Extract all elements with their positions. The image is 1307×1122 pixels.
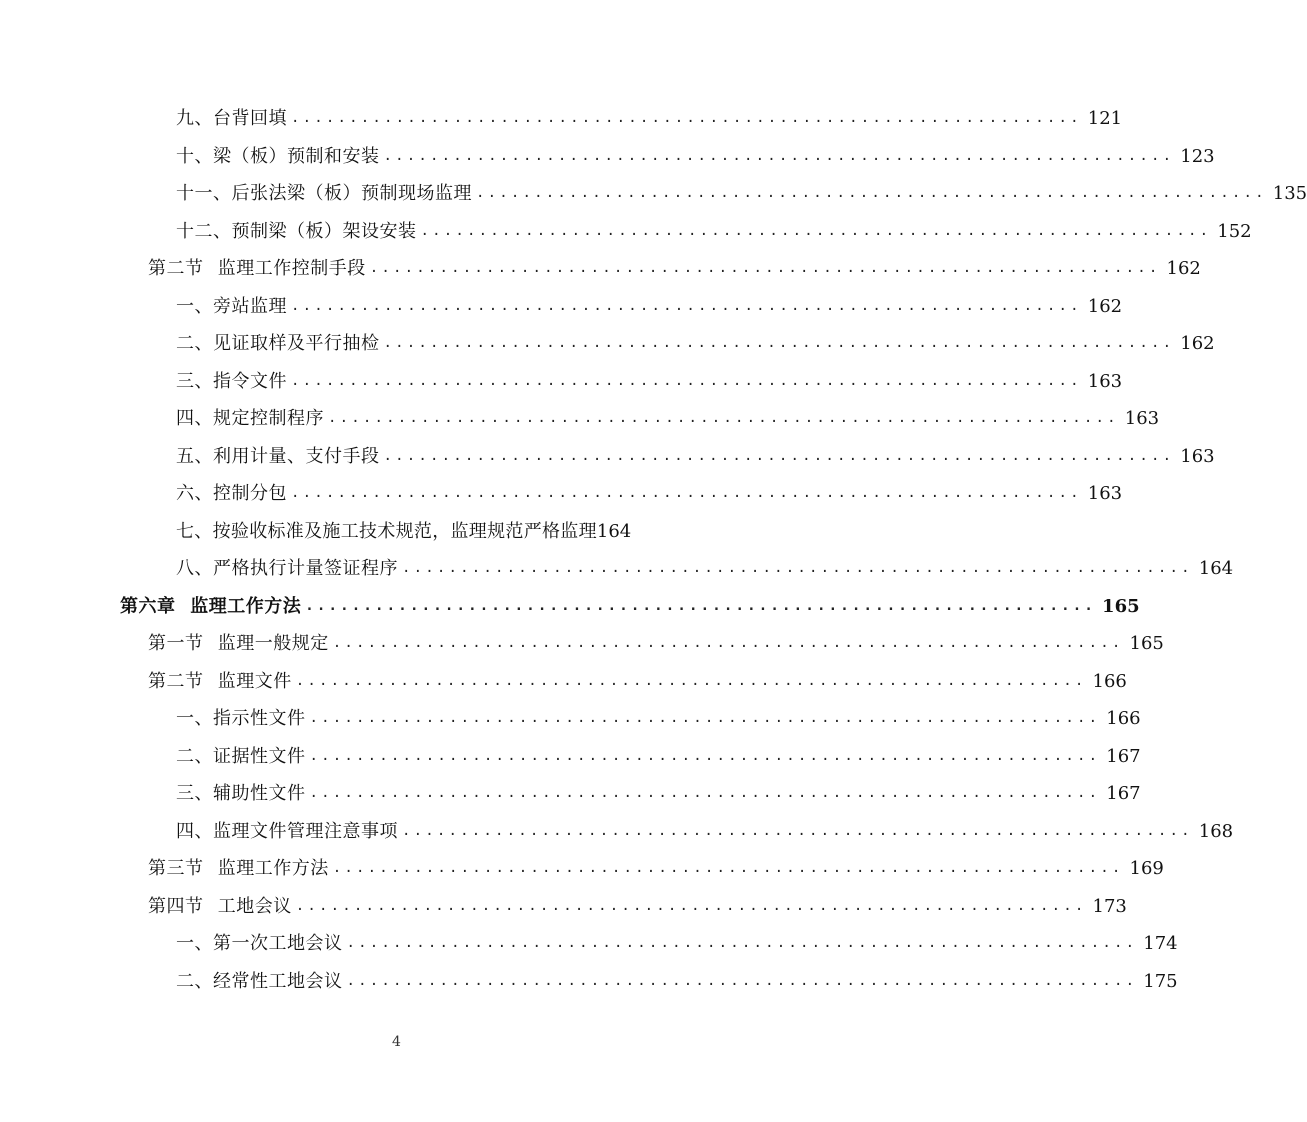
toc-entry[interactable] bbox=[0, 963, 1178, 1001]
toc-section-entry[interactable] bbox=[0, 250, 1201, 288]
toc-entry-label: 二、见证取样及平行抽检 bbox=[176, 333, 380, 354]
toc-entry-page: 162 bbox=[1087, 295, 1123, 317]
toc-entry[interactable] bbox=[0, 738, 1141, 776]
toc-entry-page: 165 bbox=[1129, 633, 1164, 654]
toc-entry-page: 164 bbox=[1198, 558, 1234, 579]
toc-section-entry[interactable] bbox=[0, 850, 1164, 888]
toc-entry[interactable] bbox=[0, 925, 1178, 963]
toc-dot-leader: .................................................................... bbox=[295, 897, 1087, 914]
toc-entry-label: 一、指示性文件 bbox=[176, 708, 306, 729]
toc-dot-leader: .................................................................... bbox=[309, 785, 1101, 801]
toc-entry-label: 十二、预制梁（板）架设安装 bbox=[176, 220, 417, 242]
toc-chapter-entry[interactable] bbox=[0, 588, 1140, 626]
toc-dot-leader: .................................................................... bbox=[291, 372, 1082, 389]
toc-dot-leader: .................................................................... bbox=[402, 822, 1193, 839]
toc-dot-leader: .................................................................... bbox=[332, 860, 1124, 876]
toc-entry-label: 八、严格执行计量签证程序 bbox=[176, 558, 398, 579]
toc-entry-label: 十一、后张法梁（板）预制现场监理 bbox=[176, 183, 472, 204]
toc-dot-leader: .................................................................... bbox=[402, 560, 1193, 576]
toc-entry-page: 123 bbox=[1180, 145, 1215, 167]
toc-entry-label: 三、辅助性文件 bbox=[176, 783, 306, 804]
toc-entry-label: 四、监理文件管理注意事项 bbox=[176, 820, 398, 842]
toc-entry[interactable] bbox=[0, 400, 1160, 438]
toc-entry[interactable] bbox=[0, 513, 793, 551]
toc-entry-label: 三、指令文件 bbox=[176, 370, 287, 392]
toc-entry[interactable] bbox=[0, 475, 1123, 513]
toc-entry-page: 163 bbox=[1124, 408, 1160, 429]
toc-entry-label: 第四节 工地会议 bbox=[148, 895, 292, 917]
toc-dot-leader: .................................................................... bbox=[332, 635, 1124, 651]
toc-entry-label: 一、旁站监理 bbox=[176, 295, 287, 317]
toc-entry[interactable] bbox=[0, 138, 1215, 176]
toc-entry-page: 174 bbox=[1143, 933, 1178, 954]
toc-dot-leader: .................................................................... bbox=[291, 297, 1082, 314]
toc-entry-page: 152 bbox=[1217, 220, 1252, 242]
toc-entry-page: 121 bbox=[1087, 108, 1123, 129]
toc-entry-page: 167 bbox=[1106, 783, 1141, 804]
toc-entry-page: 169 bbox=[1129, 858, 1164, 879]
toc-dot-leader: .................................................................... bbox=[383, 447, 1175, 464]
toc-entry[interactable] bbox=[0, 175, 1307, 213]
toc-entry-label: 第三节 监理工作方法 bbox=[148, 858, 329, 879]
toc-dot-leader: .................................................................... bbox=[346, 935, 1138, 951]
toc-entry[interactable] bbox=[0, 775, 1141, 813]
toc-dot-leader: .................................................................... bbox=[346, 972, 1138, 989]
table-of-contents bbox=[0, 100, 1307, 1000]
toc-entry[interactable] bbox=[0, 213, 1252, 251]
toc-entry-label: 二、证据性文件 bbox=[176, 745, 306, 767]
toc-entry-label: 五、利用计量、支付手段 bbox=[176, 445, 380, 467]
toc-entry-label: 第一节 监理一般规定 bbox=[148, 633, 329, 654]
toc-dot-leader: .................................................................... bbox=[383, 147, 1175, 164]
toc-entry[interactable] bbox=[0, 100, 1123, 138]
toc-dot-leader: .................................................................... bbox=[383, 335, 1175, 351]
toc-entry-label: 九、台背回填 bbox=[176, 108, 287, 129]
toc-entry-label: 第二节 监理文件 bbox=[148, 670, 292, 692]
toc-dot-leader: .................................................................... bbox=[291, 110, 1082, 126]
toc-section-entry[interactable] bbox=[0, 888, 1127, 926]
toc-section-entry[interactable] bbox=[0, 663, 1127, 701]
toc-entry-label: 四、规定控制程序 bbox=[176, 408, 324, 429]
toc-entry-page: 175 bbox=[1143, 970, 1178, 992]
toc-dot-leader: .................................................................... bbox=[305, 597, 1097, 614]
toc-entry-page: 163 bbox=[1087, 370, 1123, 392]
toc-entry-page: 173 bbox=[1092, 895, 1127, 917]
toc-section-entry[interactable] bbox=[0, 625, 1164, 663]
toc-entry[interactable] bbox=[0, 325, 1215, 363]
toc-entry-label: 十、梁（板）预制和安装 bbox=[176, 145, 380, 167]
toc-dot-leader: .................................................................... bbox=[291, 485, 1082, 501]
toc-entry-label: 七、按验收标准及施工技术规范，监理规范严格监理 bbox=[176, 520, 597, 542]
toc-entry-page: 167 bbox=[1106, 745, 1141, 767]
toc-entry-page: 135 bbox=[1272, 183, 1307, 204]
toc-entry-page: 165 bbox=[1102, 595, 1140, 617]
toc-entry-page: 164 bbox=[596, 520, 632, 542]
toc-entry-page: 162 bbox=[1180, 333, 1215, 354]
toc-entry-label: 第二节 监理工作控制手段 bbox=[148, 258, 366, 279]
toc-entry-label: 第六章 监理工作方法 bbox=[120, 595, 302, 617]
toc-entry[interactable] bbox=[0, 813, 1234, 851]
page-number: 4 bbox=[392, 1034, 401, 1050]
toc-dot-leader: .................................................................... bbox=[295, 672, 1087, 689]
toc-entry[interactable] bbox=[0, 550, 1234, 588]
toc-entry-page: 166 bbox=[1092, 670, 1127, 692]
toc-dot-leader: .................................................................... bbox=[369, 260, 1161, 276]
toc-dot-leader: .................................................................... bbox=[476, 185, 1267, 201]
toc-entry-page: 163 bbox=[1180, 445, 1215, 467]
toc-entry-label: 二、经常性工地会议 bbox=[176, 970, 343, 992]
toc-dot-leader: .................................................................... bbox=[309, 710, 1101, 726]
toc-dot-leader: .................................................................... bbox=[420, 222, 1212, 239]
toc-entry-page: 162 bbox=[1166, 258, 1201, 279]
toc-entry-page: 168 bbox=[1198, 820, 1234, 842]
toc-dot-leader: .................................................................... bbox=[309, 747, 1101, 764]
toc-entry-label: 一、第一次工地会议 bbox=[176, 933, 343, 954]
toc-dot-leader: .................................................................... bbox=[328, 410, 1119, 426]
toc-entry-label: 六、控制分包 bbox=[176, 483, 287, 504]
toc-entry[interactable] bbox=[0, 363, 1123, 401]
toc-entry-page: 166 bbox=[1106, 708, 1141, 729]
toc-entry[interactable] bbox=[0, 438, 1215, 476]
toc-entry-page: 163 bbox=[1087, 483, 1123, 504]
toc-entry[interactable] bbox=[0, 288, 1123, 326]
toc-entry[interactable] bbox=[0, 700, 1141, 738]
